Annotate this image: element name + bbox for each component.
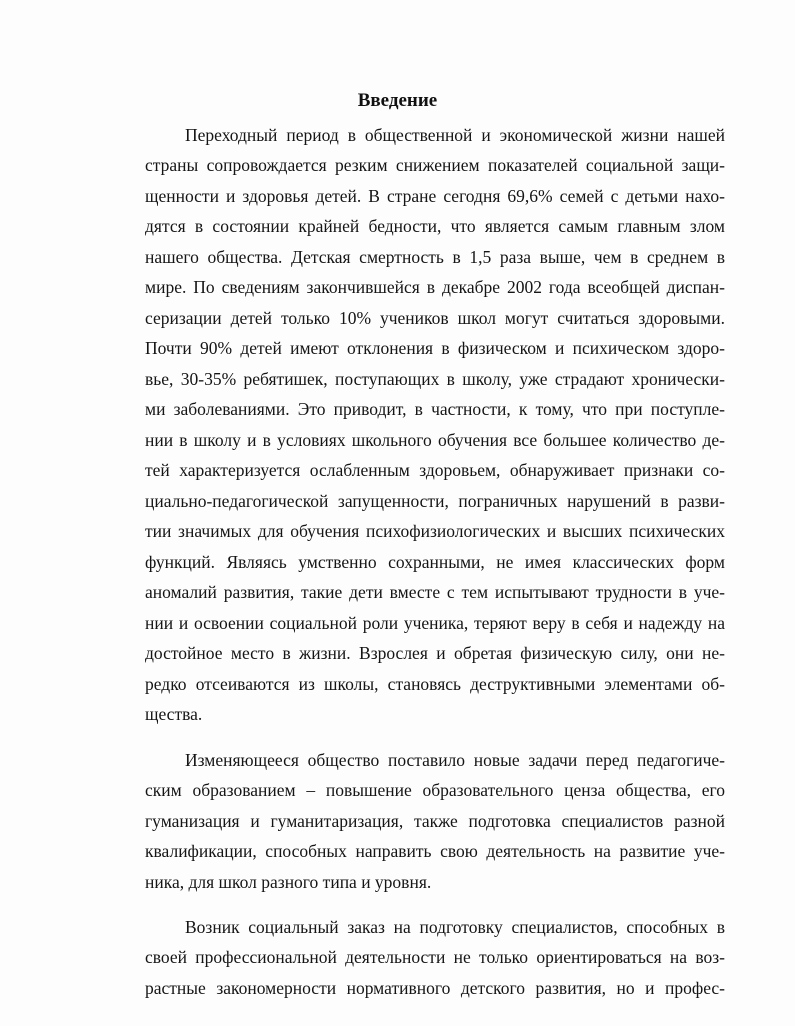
text-line: вье, 30-35% ребятишек, поступающих в школу, уже страдают хронически- [145,369,725,389]
text-line: Переходный период в общественной и экономической жизни нашей [185,125,725,145]
text-line: тей характеризуется ослабленным здоровьем, обнаруживает признаки со- [145,460,725,480]
text-line: квалификации, способных направить свою деятельность на развитие уче- [145,841,725,861]
text-line: циально-педагогической запущенности, пограничных нарушений в разви- [145,491,725,511]
text-line: страны сопровождается резким снижением показателей социальной защи- [145,155,725,175]
text-line: дятся в состоянии крайней бедности, что является самым главным злом [145,216,725,236]
text-line: серизации детей только 10% учеников школ могут считаться здоровыми. [145,308,725,328]
text-line: Почти 90% детей имеют отклонения в физическом и психическом здоро- [145,338,725,358]
text-line: Изменяющееся общество поставило новые задачи перед педагогиче- [185,750,725,770]
page-title: Введение [357,90,438,111]
text-line: Возник социальный заказ на подготовку специалистов, способных в [185,917,725,937]
text-line: ми заболеваниями. Это приводит, в частности, к тому, что при поступле- [145,399,725,419]
text-line: нии в школу и в условиях школьного обучения все большее количество де- [145,430,725,450]
text-line: тии значимых для обучения психофизиологических и высших психических [145,521,725,541]
text-line: аномалий развития, такие дети вместе с тем испытывают трудности в уче- [145,582,725,602]
text-line: растные закономерности нормативного детского развития, но и профес- [145,978,725,998]
text-line: гуманизация и гуманитаризация, также подготовка специалистов разной [145,811,725,831]
text-line: щенности и здоровья детей. В стране сегодня 69,6% семей с детьми нахо- [145,186,725,206]
text-line: щества. [145,704,203,724]
text-line: мире. По сведениям закончившейся в декабре 2002 года всеобщей диспан- [145,277,725,297]
text-line: нии и освоении социальной роли ученика, теряют веру в себя и надежду на [145,613,725,633]
text-line: своей профессиональной деятельности не только ориентироваться на воз- [145,947,725,967]
text-line: функций. Являясь умственно сохранными, не имея классических форм [145,552,725,572]
text-line: ника, для школ разного типа и уровня. [145,872,432,892]
text-line: достойное место в жизни. Взрослея и обретая физическую силу, они не- [145,643,725,663]
text-line: редко отсеиваются из школы, становясь деструктивными элементами об- [145,674,725,694]
text-line: ским образованием – повышение образовательного ценза общества, его [145,780,725,800]
text-line: нашего общества. Детская смертность в 1,5 раза выше, чем в среднем в [145,247,725,267]
